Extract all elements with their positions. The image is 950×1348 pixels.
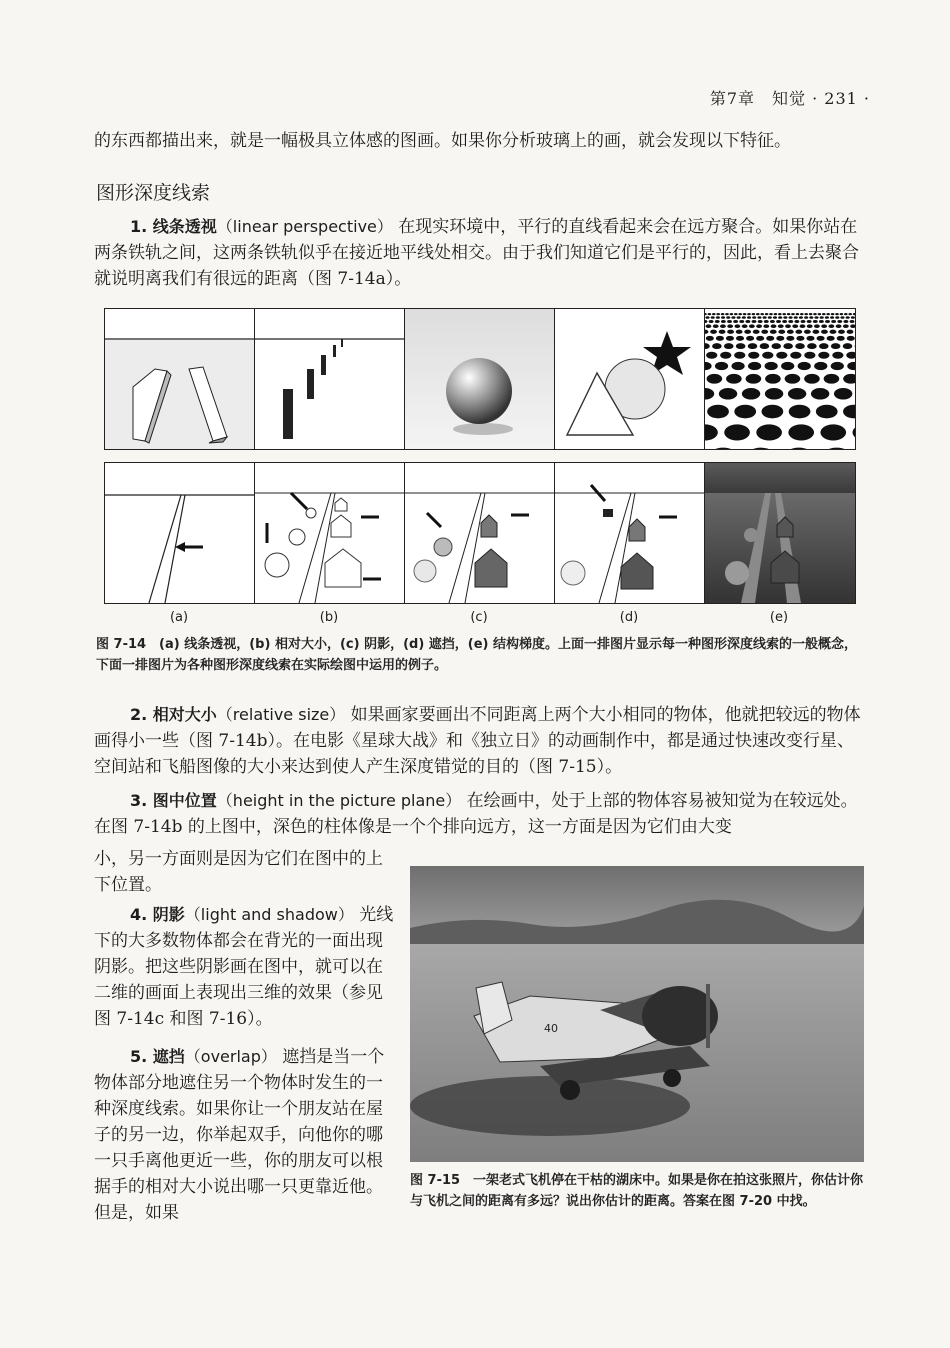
paragraph-relative-size (94, 702, 864, 780)
texture-dot (726, 336, 734, 341)
paragraph-light-shadow (94, 902, 396, 1032)
texture-dot (749, 324, 755, 328)
texture-dot (706, 324, 712, 328)
texture-dot (828, 324, 834, 328)
texture-dot (778, 316, 782, 319)
texture-dot (825, 320, 830, 323)
texture-dot (847, 362, 855, 370)
texture-dot (765, 313, 769, 315)
texture-dot (737, 316, 741, 319)
term-overlap-en: （overlap） (184, 1047, 277, 1066)
text-linear-perspective: 在现实环境中，平行的直线看起来会在远方聚合。如果你站在两条铁轨之间，这两条铁轨似乎在接近地平线处相交。由于我们知道它们是平行的，因此，看上去聚合就说明离我们有很远的距离（图 7-14a）。 (94, 217, 859, 289)
texture-dot (806, 336, 814, 341)
texture-dot (708, 313, 712, 315)
texture-dot (731, 362, 744, 370)
texture-dot (812, 330, 819, 334)
texture-dot (853, 313, 855, 315)
texture-dot (850, 320, 855, 323)
overlap-example (555, 463, 705, 603)
texture-dot (721, 313, 725, 315)
texture-dot (795, 330, 802, 334)
texture-dot (853, 424, 855, 440)
texture-dot (716, 313, 720, 315)
term-relative-size-en: （relative size） (216, 705, 346, 724)
texture-dot (794, 316, 798, 319)
texture-dot (835, 313, 839, 315)
texture-dot (840, 313, 844, 315)
panel-e-bottom (705, 463, 855, 603)
texture-dot (818, 352, 829, 359)
texture-dot (851, 316, 855, 319)
texture-dot (734, 313, 738, 315)
texture-dot (814, 362, 827, 370)
texture-dot (789, 405, 811, 419)
texture-dot (847, 330, 854, 334)
texture-dot (830, 330, 837, 334)
texture-dot (782, 313, 786, 315)
text-light-shadow: 光线下的大多数物体都会在背光的一面出现阴影。把这些阴影画在图中，就可以在二维的画面上表现出三维的效果（参见图 7-14c 和图 7-16）。 (94, 905, 394, 1029)
texture-gradient-example (705, 463, 855, 603)
label-b: (b) (319, 610, 339, 625)
panel-d-top (555, 309, 705, 449)
texture-dot (705, 316, 709, 319)
texture-dot (708, 448, 738, 449)
linear-perspective-concept (105, 309, 255, 449)
texture-dot (762, 352, 773, 359)
texture-dot (814, 316, 818, 319)
figure-7-14-caption: 图 7-14 (a) 线条透视，(b) 相对大小，(c) 阴影，(d) 遮挡，(e) 结构梯度。上面一排图片显示每一种图形深度线索的一般概念，下面一排图片为各种图形深度线索在实际绘图中运用的例子。 (96, 637, 858, 673)
texture-dot (712, 343, 722, 349)
panel-c-bottom (405, 463, 555, 603)
texture-dot (809, 313, 813, 315)
texture-dot (748, 352, 759, 359)
texture-dot (785, 324, 791, 328)
texture-dot (746, 336, 754, 341)
texture-dot (739, 320, 744, 323)
texture-dot (844, 313, 848, 315)
texture-dot (813, 320, 818, 323)
plane-number: 40 (544, 1022, 558, 1035)
texture-dot (787, 330, 794, 334)
texture-dot (719, 388, 737, 400)
texture-dot (746, 374, 762, 384)
figure-7-14 (104, 308, 854, 625)
texture-dot (834, 388, 852, 400)
texture-dot (807, 343, 817, 349)
texture-dot (818, 313, 822, 315)
texture-dot (800, 324, 806, 328)
text-height-in-plane-2: 小，另一方面则是因为它们在图中的上下位置。 (94, 849, 383, 895)
term-linear-perspective: 1. 线条透视 (130, 217, 217, 236)
texture-dot (753, 330, 760, 334)
texture-dot (832, 352, 843, 359)
texture-dot (724, 424, 750, 440)
texture-dot (836, 324, 842, 328)
texture-dot (715, 320, 720, 323)
texture-dot (840, 316, 844, 319)
intro-paragraph: 的东西都描出来，就是一幅极具立体感的图画。如果你分析玻璃上的画，就会发现以下特征。 (94, 131, 791, 151)
texture-dot (738, 313, 742, 315)
texture-dot (721, 316, 725, 319)
texture-dot (760, 313, 764, 315)
texture-dot (776, 320, 781, 323)
texture-dot (727, 324, 733, 328)
texture-dot (792, 324, 798, 328)
texture-dot (778, 330, 785, 334)
texture-dot (813, 313, 817, 315)
panel-b-bottom (255, 463, 405, 603)
texture-dot (756, 424, 782, 440)
texture-dot (795, 343, 805, 349)
texture-dot (804, 313, 808, 315)
texture-dot (843, 374, 855, 384)
term-linear-perspective-en: （linear perspective） (216, 217, 393, 236)
texture-dot (821, 324, 827, 328)
texture-dot (821, 330, 828, 334)
texture-dot (846, 352, 855, 359)
texture-dot (788, 388, 806, 400)
texture-dot (831, 362, 844, 370)
texture-dot (782, 320, 787, 323)
texture-dot (785, 374, 801, 384)
texture-dot (790, 352, 801, 359)
texture-dot (765, 374, 781, 384)
texture-dot (752, 316, 756, 319)
texture-gradient-concept (705, 309, 855, 449)
texture-dot (827, 336, 835, 341)
texture-dot (811, 388, 829, 400)
texture-dot (837, 320, 842, 323)
texture-dot (712, 313, 716, 315)
texture-dot (773, 316, 777, 319)
texture-dot (734, 324, 740, 328)
texture-dot (837, 336, 845, 341)
label-c: (c) (470, 610, 488, 625)
texture-dot (706, 352, 717, 359)
relative-size-concept (255, 309, 405, 449)
figure-top-row (104, 308, 856, 450)
texture-dot (705, 343, 710, 349)
texture-dot (726, 316, 730, 319)
texture-dot (720, 324, 726, 328)
figure-7-15-photo (410, 866, 864, 1162)
term-height-in-plane: 3. 图中位置 (130, 791, 217, 810)
texture-dot (742, 324, 748, 328)
shadow-example (405, 463, 555, 603)
texture-dot (804, 316, 808, 319)
texture-dot (799, 316, 803, 319)
panel-a-bottom (105, 463, 255, 603)
texture-dot (764, 320, 769, 323)
texture-dot (784, 448, 814, 449)
texture-dot (778, 313, 782, 315)
texture-dot (801, 320, 806, 323)
texture-dot (843, 405, 855, 419)
texture-dot (817, 336, 825, 341)
texture-dot (835, 316, 839, 319)
texture-dot (705, 362, 712, 370)
texture-dot (850, 324, 855, 328)
panel-d-bottom (555, 463, 705, 603)
running-head: 第7章 知觉 · 231 · (709, 89, 870, 108)
texture-dot (804, 330, 811, 334)
texture-dot (756, 336, 764, 341)
texture-dot (814, 324, 820, 328)
term-height-in-plane-en: （height in the picture plane） (216, 791, 462, 810)
texture-dot (778, 324, 784, 328)
panel-a-top (105, 309, 255, 449)
texture-dot (710, 330, 717, 334)
texture-dot (715, 362, 728, 370)
texture-dot (824, 374, 840, 384)
texture-dot (816, 405, 838, 419)
texture-dot (781, 362, 794, 370)
texture-dot (736, 336, 744, 341)
texture-dot (766, 336, 774, 341)
texture-dot (758, 320, 763, 323)
overlap-concept (555, 309, 705, 449)
texture-dot (807, 324, 813, 328)
texture-dot (772, 343, 782, 349)
texture-dot (731, 316, 735, 319)
texture-dot (791, 313, 795, 315)
dry-lakebed-airplane-photo (410, 866, 864, 1162)
texture-dot (736, 343, 746, 349)
texture-dot (774, 313, 778, 315)
texture-dot (705, 313, 707, 315)
texture-dot (843, 343, 853, 349)
text-height-in-plane-1: 在绘画中，处于上部的物体容易被知觉为在较远处。在图 7-14b 的上图中，深色的柱体像是一个个排向远方，这一方面是因为它们由大变 (94, 791, 858, 837)
paragraph-height-in-plane (94, 788, 864, 840)
panel-e-top (705, 309, 855, 449)
texture-dot (770, 320, 775, 323)
texture-dot (809, 316, 813, 319)
texture-dot (707, 374, 723, 384)
shadow-concept (405, 309, 555, 449)
texture-dot (762, 405, 784, 419)
linear-perspective-example (105, 463, 255, 603)
texture-dot (727, 320, 732, 323)
texture-dot (726, 374, 742, 384)
texture-dot (838, 330, 845, 334)
texture-dot (705, 388, 714, 400)
label-e: (e) (769, 610, 789, 625)
texture-dot (831, 320, 836, 323)
texture-dot (819, 320, 824, 323)
texture-dot (743, 313, 747, 315)
texture-dot (848, 313, 852, 315)
texture-dot (794, 320, 799, 323)
texture-dot (825, 316, 829, 319)
section-title: 图形深度线索 (96, 182, 211, 204)
figure-7-15-caption: 图 7-15 一架老式飞机停在干枯的湖床中。如果是你在拍这张照片，你估计你与飞机之间的距离有多远？说出你估计的距离。答案在图 7-20 中找。 (410, 1173, 864, 1209)
texture-dot (747, 313, 751, 315)
texture-dot (763, 316, 767, 319)
texture-dot (746, 448, 776, 449)
texture-dot (742, 316, 746, 319)
texture-dot (711, 316, 715, 319)
texture-dot (713, 324, 719, 328)
label-a: (a) (169, 610, 189, 625)
text-relative-size: 如果画家要画出不同距离上两个大小相同的物体，他就把较远的物体画得小一些（图 7-14b）。在电影《星球大战》和《独立日》的动画制作中，都是通过快速改变行星、空间站和飞船图像的大小来达到使人产生深度错觉的目的（图 7-15）。 (94, 705, 861, 777)
texture-dot (742, 388, 760, 400)
texture-dot (763, 324, 769, 328)
texture-dot (776, 336, 784, 341)
texture-dot (744, 330, 751, 334)
texture-dot (725, 313, 729, 315)
texture-dot (843, 324, 849, 328)
texture-dot (705, 330, 708, 334)
texture-dot (705, 424, 718, 440)
texture-dot (822, 313, 826, 315)
texture-dot (716, 316, 720, 319)
texture-dot (786, 336, 794, 341)
texture-dot (788, 320, 793, 323)
texture-dot (843, 320, 848, 323)
texture-dot (831, 343, 841, 349)
texture-dot (765, 362, 778, 370)
texture-dot (783, 316, 787, 319)
texture-dot (831, 313, 835, 315)
figure-labels (104, 610, 854, 625)
term-overlap: 5. 遮挡 (130, 1047, 185, 1066)
texture-dot (788, 316, 792, 319)
texture-dot (734, 352, 745, 359)
texture-dot (720, 352, 731, 359)
texture-dot (820, 316, 824, 319)
texture-dot (752, 313, 756, 315)
texture-dot (745, 320, 750, 323)
term-light-shadow: 4. 阴影 (130, 905, 185, 924)
texture-dot (733, 320, 738, 323)
panel-b-top (255, 309, 405, 449)
texture-dot (760, 343, 770, 349)
texture-dot (716, 336, 724, 341)
texture-dot (707, 405, 729, 419)
texture-dot (736, 330, 743, 334)
texture-dot (706, 336, 714, 341)
term-light-shadow-en: （light and shadow） (184, 905, 354, 924)
texture-dot (826, 313, 830, 315)
text-overlap: 遮挡是当一个物体部分地遮住另一个物体时发生的一种深度线索。如果你让一个朋友站在屋子的另一边，你举起双手，向他你的哪一只手离他更近一些，你的朋友可以根据手的相对大小说出哪一只更靠近他。但是，如果 (94, 1047, 385, 1223)
texture-dot (820, 424, 846, 440)
texture-dot (756, 324, 762, 328)
texture-dot (788, 424, 814, 440)
texture-dot (709, 320, 714, 323)
texture-dot (757, 316, 761, 319)
texture-dot (752, 320, 757, 323)
texture-dot (787, 313, 791, 315)
texture-dot (734, 405, 756, 419)
texture-dot (770, 330, 777, 334)
texture-dot (807, 320, 812, 323)
texture-dot (796, 336, 804, 341)
texture-dot (776, 352, 787, 359)
texture-dot (783, 343, 793, 349)
panel-c-top (405, 309, 555, 449)
texture-dot (847, 336, 855, 341)
texture-dot (804, 374, 820, 384)
paragraph-overlap (94, 1044, 396, 1226)
texture-dot (804, 352, 815, 359)
paragraph-linear-perspective (94, 214, 864, 292)
texture-dot (771, 324, 777, 328)
texture-dot (727, 330, 734, 334)
label-d: (d) (619, 610, 639, 625)
texture-dot (800, 313, 804, 315)
term-relative-size: 2. 相对大小 (130, 705, 217, 724)
texture-dot (819, 343, 829, 349)
texture-dot (747, 316, 751, 319)
relative-size-example (255, 463, 405, 603)
texture-dot (724, 343, 734, 349)
texture-dot (768, 316, 772, 319)
texture-dot (721, 320, 726, 323)
texture-dot (796, 313, 800, 315)
texture-dot (765, 388, 783, 400)
texture-dot (719, 330, 726, 334)
figure-bottom-row (104, 462, 856, 604)
texture-dot (769, 313, 773, 315)
texture-dot (761, 330, 768, 334)
texture-dot (748, 362, 761, 370)
texture-dot (822, 448, 852, 449)
texture-dot (846, 316, 850, 319)
texture-dot (730, 313, 734, 315)
texture-dot (798, 362, 811, 370)
texture-dot (756, 313, 760, 315)
texture-dot (705, 320, 707, 323)
texture-dot (830, 316, 834, 319)
texture-dot (748, 343, 758, 349)
